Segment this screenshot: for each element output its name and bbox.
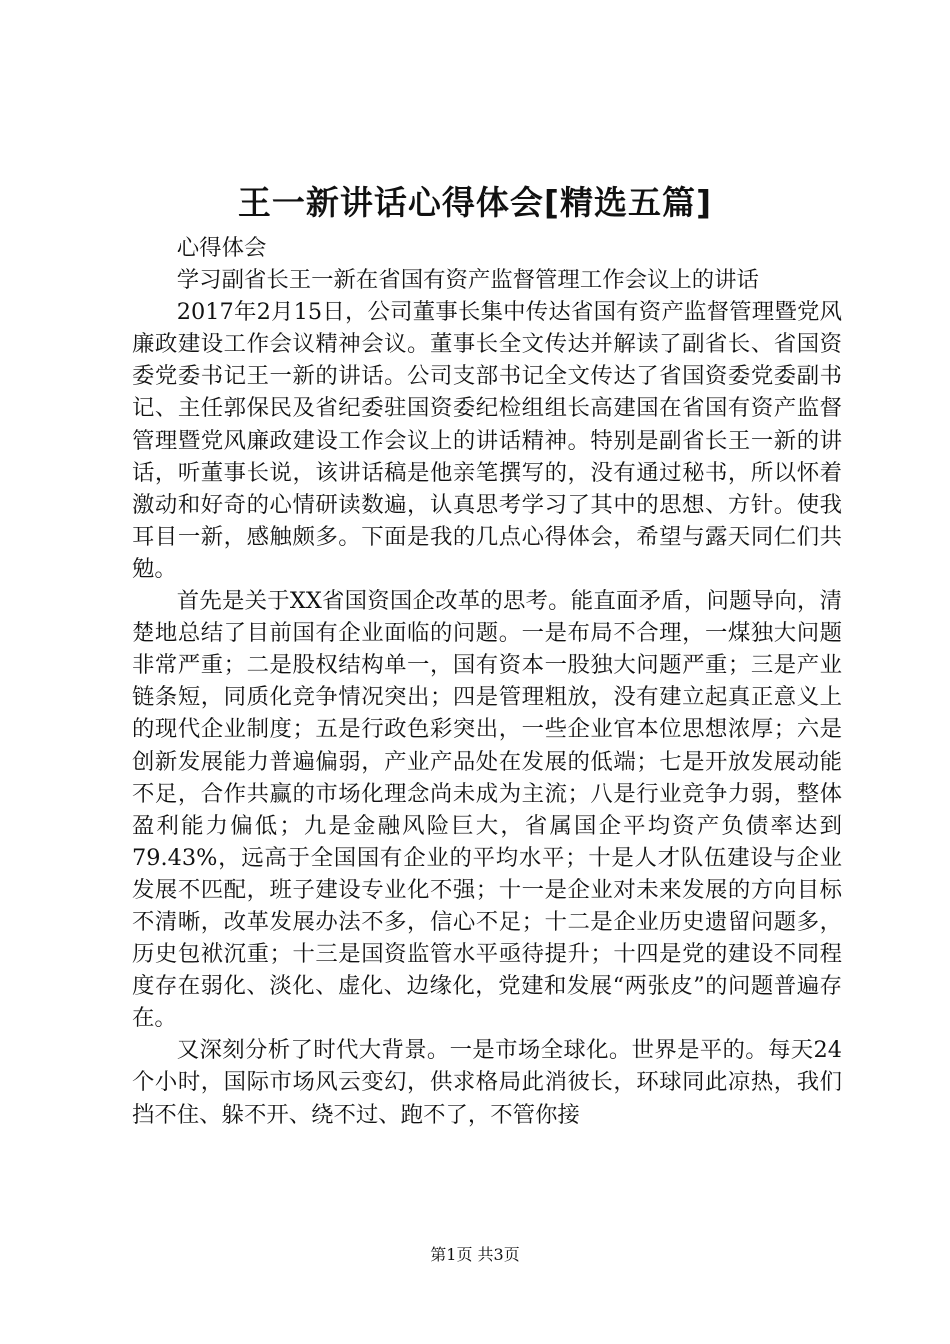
- paragraph-reform-thoughts: 首先是关于XX省国资国企改革的思考。能直面矛盾，问题导向，清楚地总结了目前国有企业面临的问题。一是布局不合理，一煤独大问题非常严重；二是股权结构单一，国有资本一股独大问题严重；三是产业链条短，同质化竞争情况突出；四是管理粗放，没有建立起真正意义上的现代企业制度；五是行政色彩突出，一些企业官本位思想浓厚；六是创新发展能力普遍偏弱，产业产品处在发展的低端；七是开放发展动能不足，合作共赢的市场化理念尚未成为主流；八是行业竞争力弱，整体盈利能力偏低；九是金融风险巨大，省属国企平均资产负债率达到79.43%，远高于全国国有企业的平均水平；十是人才队伍建设与企业发展不匹配，班子建设专业化不强；十一是企业对未来发展的方向目标不清晰，改革发展办法不多，信心不足；十二是企业历史遗留问题多，历史包袱沉重；十三是国资监管水平亟待提升；十四是党的建设不同程度存在弱化、淡化、虚化、边缘化，党建和发展“两张皮”的问题普遍存在。: [132, 588, 842, 1032]
- page-number-footer: 第1页 共3页: [430, 1245, 520, 1264]
- paragraph-intro: 2017年2月15日，公司董事长集中传达省国有资产监督管理暨党风廉政建设工作会议精神会议。董事长全文传达并解读了副省长、省国资委党委书记王一新的讲话。公司支部书记全文传达了省国资委党委副书记、主任郭保民及省纪委驻国资委纪检组组长高建国在省国有资产监督管理暨党风廉政建设工作会议上的讲话精神。特别是副省长王一新的讲话，听董事长说，该讲话稿是他亲笔撰写的，没有通过秘书，所以怀着激动和好奇的心情研读数遍，认真思考学习了其中的思想、方针。使我耳目一新，感触颇多。下面是我的几点心得体会，希望与露天同仁们共勉。: [132, 299, 842, 582]
- document-body: [132, 232, 842, 1131]
- document-title: 王一新讲话心得体会[精选五篇]: [237, 183, 713, 222]
- paragraph-subtitle: 学习副省长王一新在省国有资产监督管理工作会议上的讲话: [176, 267, 759, 294]
- paragraph-heading: 心得体会: [176, 235, 267, 261]
- paragraph-background: 又深刻分析了时代大背景。一是市场全球化。世界是平的。每天24个小时，国际市场风云变幻，供求格局此消彼长，环球同此凉热，我们挡不住、躲不开、绕不过、跑不了，不管你接: [132, 1037, 842, 1128]
